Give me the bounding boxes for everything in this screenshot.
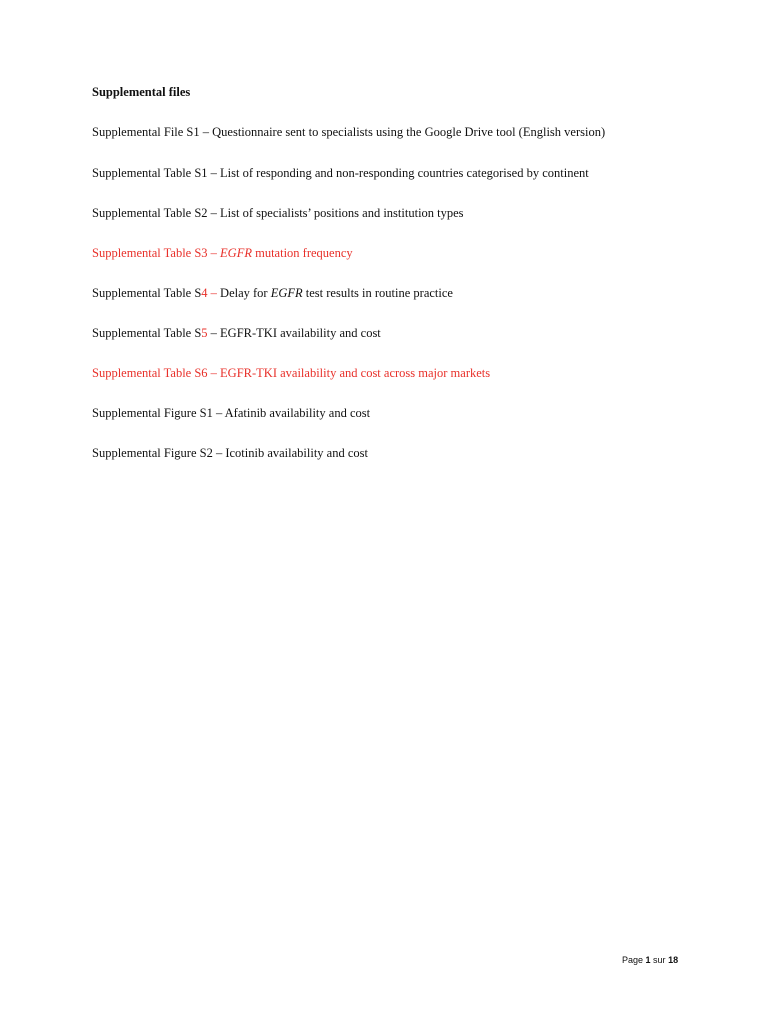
- supplemental-figure-s1: Supplemental Figure S1 – Afatinib availability and cost: [92, 406, 371, 420]
- footer-prefix: Page: [622, 955, 646, 965]
- table-s4-text: Delay for: [220, 286, 271, 300]
- table-s3-gene: EGFR: [220, 246, 252, 260]
- supplemental-table-s3: [92, 246, 353, 261]
- supplemental-file-s1: Supplemental File S1 – Questionnaire sent to specialists using the Google Drive tool (English version): [92, 125, 606, 139]
- footer-middle: sur: [650, 955, 669, 965]
- table-s5-text: EGFR-TKI availability and cost: [220, 326, 381, 340]
- table-s3-suffix: mutation frequency: [251, 246, 353, 260]
- supplemental-table-s2: Supplemental Table S2 – List of specialists’ positions and institution types: [92, 206, 464, 220]
- supplemental-table-s1: Supplemental Table S1 – List of responding and non-responding countries categorised by continent: [92, 166, 589, 180]
- table-s3-prefix: Supplemental Table S3 –: [92, 246, 221, 260]
- table-s5-prefix: Supplemental Table S: [92, 326, 202, 340]
- table-s4-suffix: test results in routine practice: [302, 286, 453, 300]
- table-s5-number: 5: [201, 326, 208, 340]
- supplemental-table-s5: [92, 326, 381, 341]
- table-s4-number: 4: [201, 286, 208, 300]
- footer-current-page: 1: [645, 955, 651, 965]
- supplemental-table-s4: [92, 286, 453, 301]
- supplemental-figure-s2: Supplemental Figure S2 – Icotinib availability and cost: [92, 446, 368, 460]
- table-s4-gene: EGFR: [270, 286, 303, 300]
- footer-total-pages: 18: [668, 955, 679, 965]
- table-s4-dash: –: [207, 286, 221, 300]
- table-s4-prefix: Supplemental Table S: [92, 286, 202, 300]
- page-footer: [622, 955, 678, 965]
- section-heading: Supplemental files: [92, 85, 191, 99]
- supplemental-table-s6: Supplemental Table S6 – EGFR-TKI availability and cost across major markets: [92, 366, 491, 380]
- table-s5-dash: –: [207, 326, 221, 340]
